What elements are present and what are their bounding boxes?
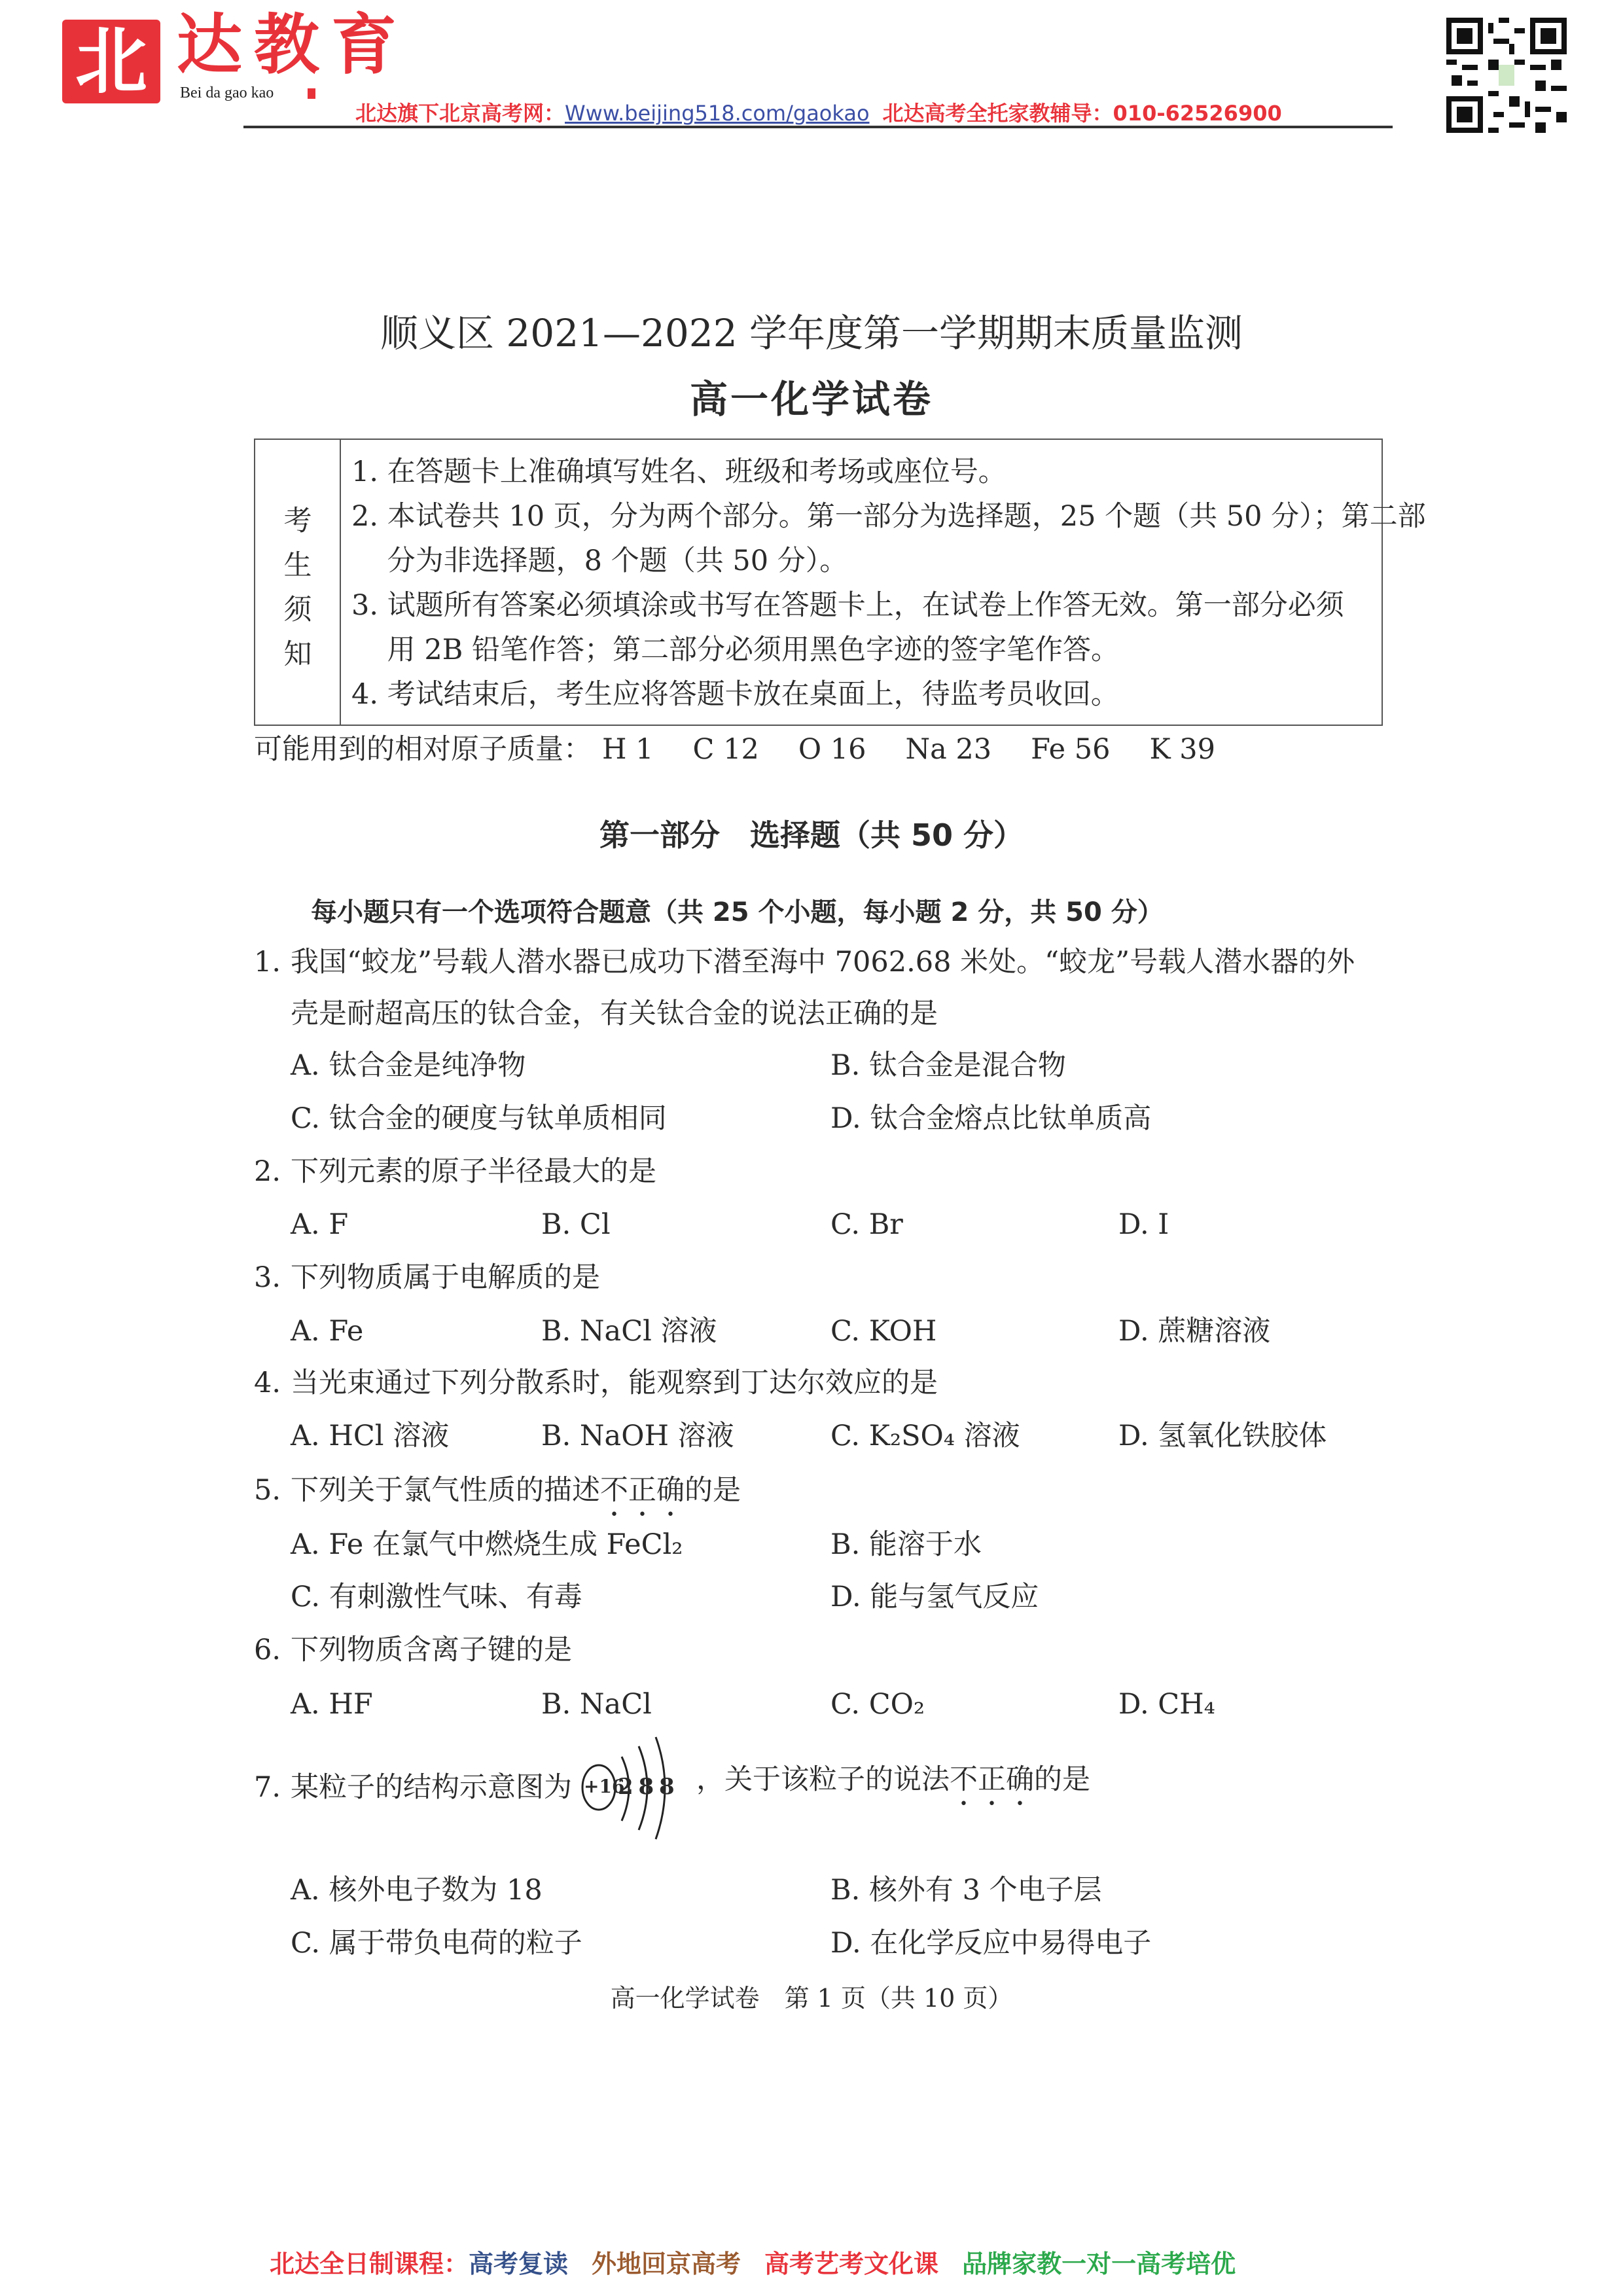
header-rule — [243, 126, 1393, 128]
option: D. 钛合金熔点比钛单质高 — [830, 1102, 1152, 1135]
option: D. I — [1118, 1208, 1169, 1241]
notice-label-char: 生 — [283, 549, 312, 582]
question-stem: 下列物质含离子键的是 — [291, 1634, 572, 1666]
option: B. NaCl 溶液 — [541, 1315, 717, 1348]
banner-label: 北达全日制课程： — [270, 2250, 469, 2278]
logo-subtitle: Bei da gao kao — [180, 84, 274, 101]
option: B. NaOH 溶液 — [541, 1420, 734, 1452]
option: A. HCl 溶液 — [291, 1420, 450, 1452]
banner-item: 外地回京高考 — [592, 2250, 741, 2278]
banner-item: 高考复读 — [469, 2250, 569, 2278]
atomic-masses-row — [254, 733, 1215, 766]
question-stem: 下列物质属于电解质的是 — [291, 1261, 600, 1294]
atomic-mass: O 16 — [798, 733, 866, 766]
notice-line: 1. 在答题卡上准确填写姓名、班级和考场或座位号。 — [351, 456, 1007, 488]
option: C. CO₂ — [830, 1688, 925, 1721]
emphasized-text: 不正确 — [600, 1474, 685, 1507]
banner-item: 品牌家教一对一高考培优 — [962, 2250, 1236, 2278]
atomic-mass: H 1 — [602, 733, 654, 766]
atomic-mass: Na 23 — [905, 733, 992, 766]
option: A. Fe — [291, 1315, 364, 1348]
question-number: 7. — [254, 1771, 281, 1804]
question-number: 3. — [254, 1261, 281, 1294]
question-stem-row — [291, 1732, 1090, 1843]
notice-line: 分为非选择题，8 个题（共 50 分）。 — [351, 545, 848, 577]
option: C. 属于带负电荷的粒子 — [291, 1927, 582, 1960]
question-number: 1. — [254, 946, 281, 978]
option: C. 有刺激性气味、有毒 — [291, 1581, 582, 1613]
question-number: 6. — [254, 1634, 281, 1666]
option: C. KOH — [830, 1315, 937, 1348]
question-stem: 下列元素的原子半径最大的是 — [291, 1155, 656, 1188]
notice-label-char: 须 — [283, 594, 312, 626]
exam-subject-title: 高一化学试卷 — [689, 377, 933, 422]
option: A. Fe 在氯气中燃烧生成 FeCl₂ — [291, 1528, 683, 1561]
option: B. 钛合金是混合物 — [830, 1049, 1066, 1082]
option: A. HF — [291, 1688, 373, 1721]
option: C. Br — [830, 1208, 903, 1241]
page-footer: 高一化学试卷 第 1 页（共 10 页） — [610, 1984, 1013, 2013]
logo-square — [308, 88, 315, 99]
atomic-mass: Fe 56 — [1031, 733, 1111, 766]
question-number: 4. — [254, 1367, 281, 1399]
header-promo — [355, 97, 1282, 127]
stem-text: 的是 — [685, 1474, 741, 1507]
tutor-label: 北达高考全托家教辅导：010-62526900 — [882, 101, 1282, 126]
option: A. 核外电子数为 18 — [291, 1874, 543, 1907]
promo-banner — [270, 2244, 1259, 2280]
question-stem — [696, 1763, 1090, 1812]
atomic-masses-label: 可能用到的相对原子质量： — [254, 733, 592, 766]
option: C. 钛合金的硬度与钛单质相同 — [291, 1102, 667, 1135]
stem-text: ，关于该粒子的说法 — [696, 1763, 950, 1796]
notice-line: 3. 试题所有答案必须填涂或书写在答题卡上，在试卷上作答无效。第一部分必须 — [351, 589, 1344, 622]
logo-mark: 北 — [62, 20, 160, 103]
option: A. F — [291, 1208, 349, 1241]
site-label: 北达旗下北京高考网： — [355, 101, 565, 126]
option: D. 在化学反应中易得电子 — [830, 1927, 1152, 1960]
question-number: 2. — [254, 1155, 281, 1188]
notice-line: 4. 考试结束后，考生应将答题卡放在桌面上，待监考员收回。 — [351, 678, 1119, 711]
option: C. K₂SO₄ 溶液 — [830, 1420, 1020, 1452]
section-instruction: 每小题只有一个选项符合题意（共 25 个小题，每小题 2 分，共 50 分） — [311, 897, 1164, 927]
question-stem-pre: 某粒子的结构示意图为 — [291, 1771, 572, 1804]
option: D. CH₄ — [1118, 1688, 1215, 1721]
atom-structure-diagram — [575, 1732, 692, 1843]
shell-electrons: 2 8 8 — [618, 1774, 675, 1800]
option: D. 能与氢气反应 — [830, 1581, 1039, 1613]
site-link[interactable]: Www.beijing518.com/gaokao — [565, 101, 870, 126]
option: D. 氢氧化铁胶体 — [1118, 1420, 1327, 1452]
notice-divider — [340, 439, 341, 726]
atomic-mass: C 12 — [692, 733, 759, 766]
notice-line: 用 2B 铅笔作答；第二部分必须用黑色字迹的签字笔作答。 — [351, 634, 1119, 666]
option: B. Cl — [541, 1208, 611, 1241]
atomic-mass: K 39 — [1149, 733, 1215, 766]
banner-item: 高考艺考文化课 — [764, 2250, 939, 2278]
nucleus-charge: +16 — [584, 1776, 625, 1797]
option: B. 能溶于水 — [830, 1528, 982, 1561]
section-heading: 第一部分 选择题（共 50 分） — [599, 817, 1024, 853]
question-stem: 壳是耐超高压的钛合金，有关钛合金的说法正确的是 — [291, 997, 938, 1030]
question-number: 5. — [254, 1474, 281, 1507]
question-stem — [291, 1474, 741, 1523]
qr-code-icon — [1446, 18, 1567, 133]
option: B. NaCl — [541, 1688, 652, 1721]
notice-label-char: 考 — [283, 505, 312, 537]
stem-text: 的是 — [1034, 1763, 1090, 1796]
notice-line: 2. 本试卷共 10 页，分为两个部分。第一部分为选择题，25 个题（共 50 分）；第二部 — [351, 500, 1426, 533]
question-stem: 当光束通过下列分散系时，能观察到丁达尔效应的是 — [291, 1367, 938, 1399]
option: D. 蔗糖溶液 — [1118, 1315, 1271, 1348]
notice-label-char: 知 — [283, 638, 312, 671]
option: A. 钛合金是纯净物 — [291, 1049, 526, 1082]
emphasized-text: 不正确 — [950, 1763, 1034, 1796]
option: B. 核外有 3 个电子层 — [830, 1874, 1102, 1907]
stem-text: 下列关于氯气性质的描述 — [291, 1474, 600, 1507]
exam-title: 顺义区 2021—2022 学年度第一学期期末质量监测 — [380, 311, 1243, 355]
question-stem: 我国“蛟龙”号载人潜水器已成功下潜至海中 7062.68 米处。“蛟龙”号载人潜水器的外 — [291, 946, 1355, 978]
logo-text: 达教育 — [177, 6, 408, 83]
